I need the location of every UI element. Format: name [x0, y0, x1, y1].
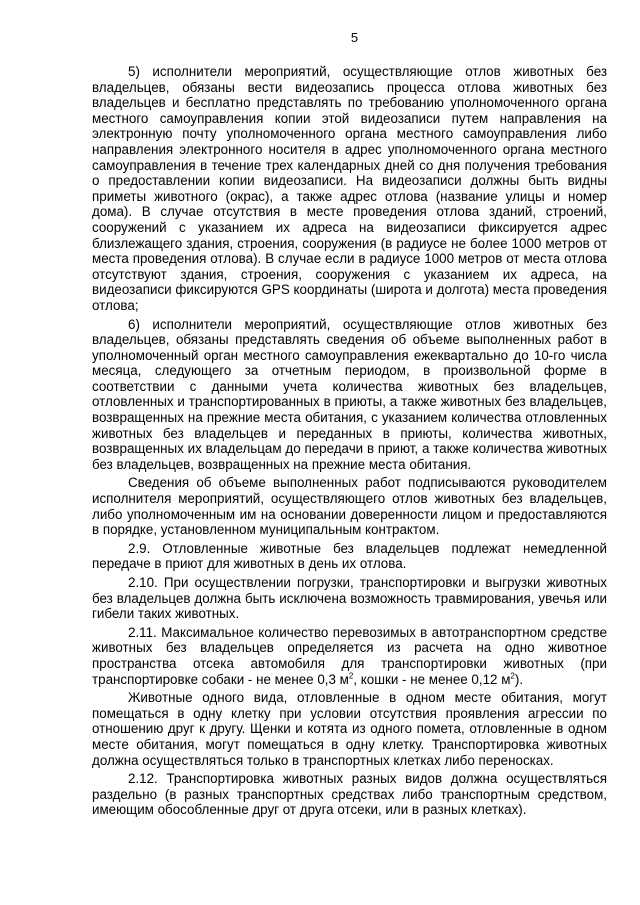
cat-space-text: , кошки - не менее 0,12 м: [353, 671, 511, 687]
paragraph-same-species: Животные одного вида, отловленные в одном месте обитания, могут помещаться в одну клетку при условии отсутствия проявления агрессии по отношению друг к другу. Щенки и котята из одного помета, отловленные в одном месте обитания, могут помещаться в одну клетку. Транспортировка животных должна осуществляться только в транспортных клетках либо переносках.: [92, 690, 607, 768]
paragraph-signature-info: Сведения об объеме выполненных работ подписываются руководителем исполнителя мероприятий, осуществляющего отлов животных без владельцев, либо уполномоченным им на основании доверенности лицом и предоставляются в порядке, установленном муниципальным контрактом.: [92, 475, 607, 538]
cat-space-superscript: 2: [510, 671, 515, 681]
paragraph-2-9: 2.9. Отловленные животные без владельцев подлежат немедленной передаче в приют для животных в день их отлова.: [92, 540, 607, 572]
paragraph-2-12: 2.12. Транспортировка животных разных видов должна осуществляться раздельно (в разных транспортных средствах либо транспортным средством, имеющим обособленные друг от друга отсеки, или в разных клетках).: [92, 771, 607, 818]
dog-space-superscript: 2: [348, 671, 354, 681]
paragraph-2-11: [92, 625, 607, 687]
paragraph-item-6: 6) исполнители мероприятий, осуществляющие отлов животных без владельцев, обязаны представлять сведения об объеме выполненных работ в уполномоченный орган местного самоуправления ежеквартально до 10-го числа месяца, следующего за отчетным периодом, в произвольной форме в соответствии с данными учета количества животных без владельцев, отловленных и транспортированных в приюты, а также животных без владельцев, возвращенных на прежние места обитания, с указанием количества отловленных животных без владельцев и переданных в приюты, количества животных, возвращенных их владельцам до передачи в приют, а также количества животных без владельцев, возвращенных на прежние места обитания.: [92, 316, 607, 472]
paragraph-item-5: 5) исполнители мероприятий, осуществляющие отлов животных без владельцев, обязаны вести видеозапись процесса отлова животных без владельцев и бесплатно представлять по требованию уполномоченного органа местного самоуправления копии этой видеозаписи путем направления на электронную почту уполномоченного органа местного самоуправления либо направления электронного носителя в адрес уполномоченного органа местного самоуправления в течение трех календарных дней со дня получения требования о предоставлении копии видеозаписи. На видеозаписи должны быть видны приметы животного (окрас), а также адрес отлова (название улицы и номер дома). В случае отсутствия в месте проведения отлова зданий, строений, сооружений с указанием их адреса на видеозаписи фиксируется адрес близлежащего здания, строения, сооружения (в радиусе не более 1000 метров от места проведения отлова). В случае если в радиусе 1000 метров от места отлова отсутствуют здания, строения, сооружения с указанием их адреса, на видеозаписи фиксируются GPS координаты (широта и долгота) места проведения отлова;: [92, 64, 607, 313]
paragraph-2-11-text: 2.11. Максимальное количество перевозимых в автотранспортном средстве животных без владельцев определяется из расчета на одно животное пространства отсека автомобиля для транспортировки животных: [92, 624, 607, 671]
page-number: 5: [350, 30, 359, 45]
paragraph-2-11-close: ).: [514, 671, 524, 687]
dog-space-text: (при транспортировке собаки - не менее 0,3 м: [92, 655, 607, 687]
paragraph-2-10: 2.10. При осуществлении погрузки, транспортировки и выгрузки животных без владельцев должна быть исключена возможность травмирования, увечья или гибели таких животных.: [92, 575, 607, 622]
